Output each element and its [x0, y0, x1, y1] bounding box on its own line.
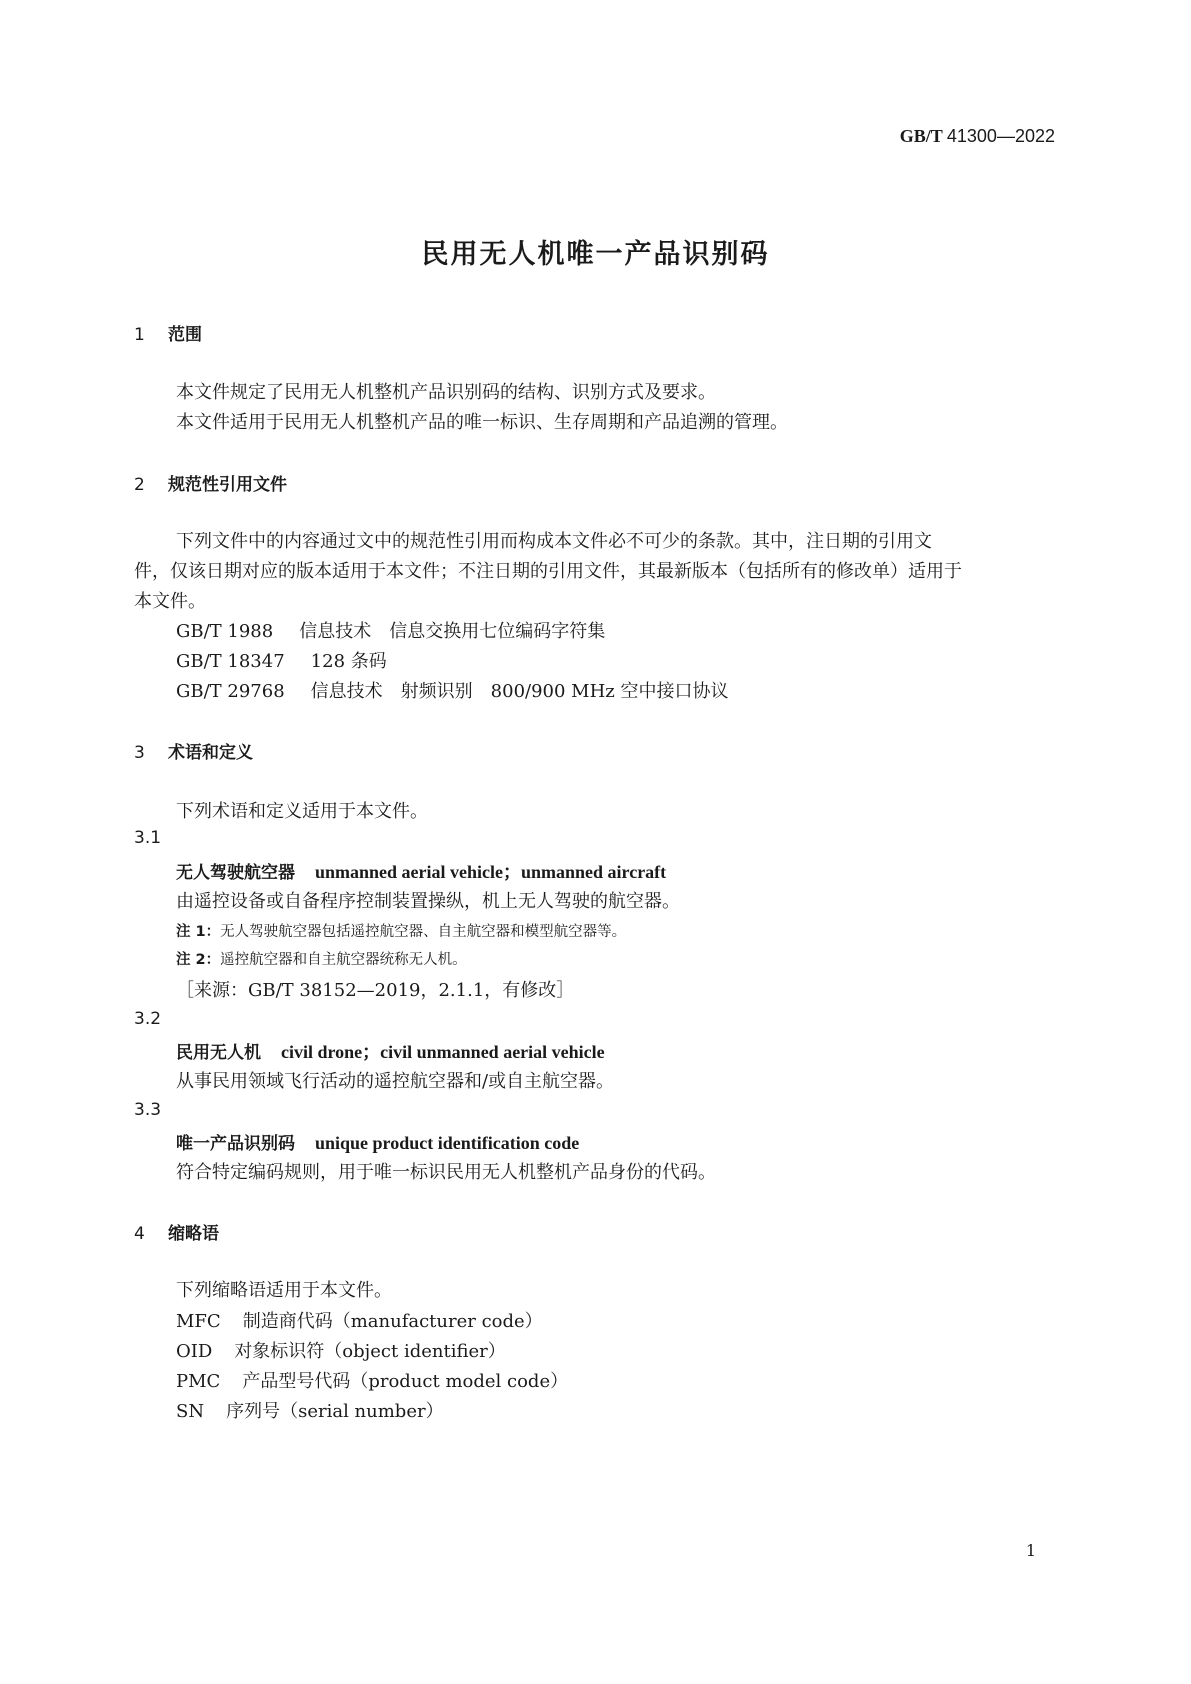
term-entry: [176, 858, 666, 884]
section-number: 2: [134, 475, 145, 495]
abbreviation-desc: 序列号（serial number）: [226, 1401, 444, 1422]
section-1-heading: [134, 320, 202, 345]
note-label: 注 1：: [176, 924, 221, 940]
abbreviation: MFC: [176, 1311, 221, 1332]
paragraph: 下列缩略语适用于本文件。: [176, 1280, 392, 1301]
reference-title: 信息技术 射频识别 800/900 MHz 空中接口协议: [310, 681, 729, 702]
term-number: 3.1: [134, 828, 162, 848]
term-zh: 唯一产品识别码: [176, 1134, 295, 1154]
reference-item: [176, 677, 729, 703]
abbreviation-item: [176, 1307, 543, 1333]
term-en: unmanned aerial vehicle；unmanned aircraft: [315, 862, 667, 882]
term-zh: 民用无人机: [176, 1043, 261, 1063]
reference-item: [176, 617, 605, 643]
standard-code: 41300—2022: [946, 126, 1055, 146]
abbreviation-desc: 制造商代码（manufacturer code）: [242, 1311, 543, 1332]
section-2-heading: [134, 470, 287, 495]
section-4-heading: [134, 1219, 219, 1244]
section-3-heading: [134, 738, 253, 763]
paragraph-line: 下列文件中的内容通过文中的规范性引用而构成本文件必不可少的条款。其中，注日期的引用文: [176, 531, 932, 552]
reference-code: GB/T 1988: [176, 621, 274, 642]
section-title: 规范性引用文件: [168, 475, 287, 495]
standard-prefix: GB/T: [899, 126, 943, 146]
document-title: 民用无人机唯一产品识别码: [421, 239, 770, 270]
section-number: 1: [134, 325, 145, 345]
term-en: unique product identification code: [315, 1133, 580, 1153]
paragraph-line: 本文件。: [134, 591, 206, 612]
term-entry: [176, 1038, 605, 1064]
abbreviation-item: [176, 1397, 444, 1423]
section-number: 4: [134, 1224, 145, 1244]
section-title: 术语和定义: [168, 743, 253, 763]
paragraph: 本文件规定了民用无人机整机产品识别码的结构、识别方式及要求。: [176, 382, 716, 403]
term-note: [176, 920, 626, 941]
term-note: [176, 948, 467, 969]
abbreviation: PMC: [176, 1371, 221, 1392]
abbreviation-item: [176, 1367, 568, 1393]
abbreviation: OID: [176, 1341, 213, 1362]
page-number: 1: [1025, 1541, 1036, 1560]
abbreviation-desc: 产品型号代码（product model code）: [242, 1371, 569, 1392]
term-number: 3.3: [134, 1100, 162, 1120]
section-title: 范围: [168, 325, 202, 345]
term-en: civil drone；civil unmanned aerial vehicle: [281, 1042, 605, 1062]
reference-code: GB/T 29768: [176, 681, 285, 702]
paragraph-line: 件，仅该日期对应的版本适用于本文件；不注日期的引用文件，其最新版本（包括所有的修改单）适用于: [134, 561, 962, 582]
note-text: 遥控航空器和自主航空器统称无人机。: [220, 952, 467, 968]
paragraph: 下列术语和定义适用于本文件。: [176, 801, 428, 822]
abbreviation-desc: 对象标识符（object identifier）: [234, 1341, 506, 1362]
term-number: 3.2: [134, 1009, 162, 1029]
note-text: 无人驾驶航空器包括遥控航空器、自主航空器和模型航空器等。: [220, 924, 627, 940]
standard-number: [900, 126, 1055, 147]
section-title: 缩略语: [168, 1224, 219, 1244]
term-definition: 由遥控设备或自备程序控制装置操纵，机上无人驾驶的航空器。: [176, 891, 680, 912]
term-entry: [176, 1129, 579, 1154]
term-source: ［来源：GB/T 38152—2019，2.1.1，有修改］: [176, 980, 575, 1001]
term-zh: 无人驾驶航空器: [176, 863, 295, 883]
term-definition: 从事民用领域飞行活动的遥控航空器和/或自主航空器。: [176, 1071, 615, 1092]
term-definition: 符合特定编码规则，用于唯一标识民用无人机整机产品身份的代码。: [176, 1162, 716, 1183]
reference-item: [176, 647, 387, 673]
reference-code: GB/T 18347: [176, 651, 285, 672]
reference-title: 128 条码: [310, 651, 387, 672]
note-label: 注 2：: [176, 952, 221, 968]
abbreviation-item: [176, 1337, 506, 1363]
reference-title: 信息技术 信息交换用七位编码字符集: [299, 621, 606, 642]
section-number: 3: [134, 743, 145, 763]
paragraph: 本文件适用于民用无人机整机产品的唯一标识、生存周期和产品追溯的管理。: [176, 412, 788, 433]
abbreviation: SN: [176, 1401, 205, 1422]
